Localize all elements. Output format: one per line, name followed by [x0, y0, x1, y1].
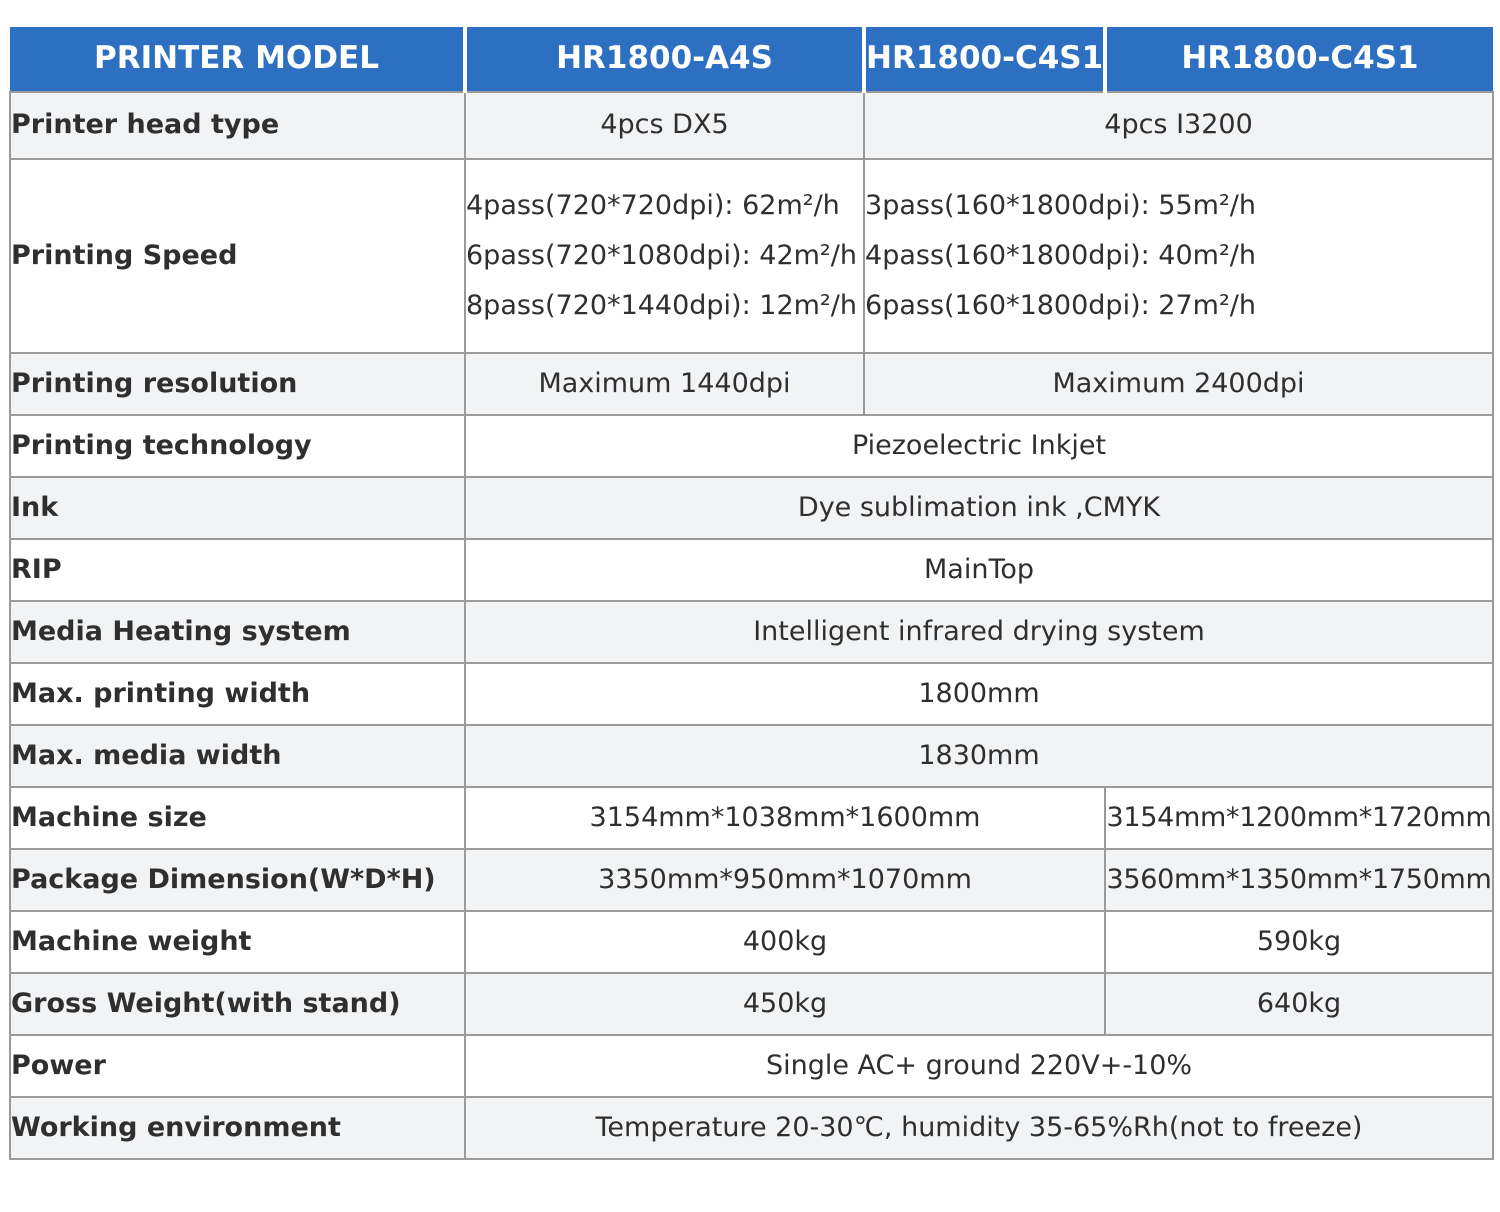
label-max-media-width: Max. media width: [10, 725, 465, 787]
value-rip: MainTop: [465, 539, 1493, 601]
row-head-type: [10, 92, 1493, 159]
row-power: [10, 1035, 1493, 1097]
value-speed-a4s: [465, 159, 864, 353]
label-gross-weight: Gross Weight(with stand): [10, 973, 465, 1035]
value-gross-weight-right: 640kg: [1105, 973, 1493, 1035]
label-rip: RIP: [10, 539, 465, 601]
label-technology: Printing technology: [10, 415, 465, 477]
header-printer-model: PRINTER MODEL: [10, 27, 465, 92]
value-technology: Piezoelectric Inkjet: [465, 415, 1493, 477]
row-working-environment: [10, 1097, 1493, 1159]
value-resolution-c4s1: Maximum 2400dpi: [864, 353, 1493, 415]
value-max-printing-width: 1800mm: [465, 663, 1493, 725]
value-package-right: 3560mm*1350mm*1750mm: [1105, 849, 1493, 911]
speed-line: 4pass(720*720dpi): 62m²/h: [466, 190, 840, 221]
label-package-dimension: Package Dimension(W*D*H): [10, 849, 465, 911]
row-machine-size: [10, 787, 1493, 849]
label-machine-size: Machine size: [10, 787, 465, 849]
label-ink: Ink: [10, 477, 465, 539]
value-max-media-width: 1830mm: [465, 725, 1493, 787]
speed-line: 8pass(720*1440dpi): 12m²/h: [466, 290, 857, 321]
label-max-printing-width: Max. printing width: [10, 663, 465, 725]
value-environment: Temperature 20-30℃, humidity 35-65%Rh(not to freeze): [465, 1097, 1493, 1159]
label-environment: Working environment: [10, 1097, 465, 1159]
header-row: [10, 27, 1493, 92]
value-power: Single AC+ ground 220V+-10%: [465, 1035, 1493, 1097]
value-package-left: 3350mm*950mm*1070mm: [465, 849, 1105, 911]
row-max-printing-width: [10, 663, 1493, 725]
value-heating: Intelligent infrared drying system: [465, 601, 1493, 663]
value-machine-size-left: 3154mm*1038mm*1600mm: [465, 787, 1105, 849]
row-printing-speed: [10, 159, 1493, 353]
value-head-type-c4s1: 4pcs I3200: [864, 92, 1493, 159]
header-model-a4s: HR1800-A4S: [465, 27, 864, 92]
speed-line: 4pass(160*1800dpi): 40m²/h: [865, 240, 1256, 271]
row-max-media-width: [10, 725, 1493, 787]
label-head-type: Printer head type: [10, 92, 465, 159]
speed-line: 6pass(720*1080dpi): 42m²/h: [466, 240, 857, 271]
row-rip: [10, 539, 1493, 601]
value-machine-size-right: 3154mm*1200mm*1720mm: [1105, 787, 1493, 849]
row-media-heating: [10, 601, 1493, 663]
label-power: Power: [10, 1035, 465, 1097]
label-resolution: Printing resolution: [10, 353, 465, 415]
label-printing-speed: Printing Speed: [10, 159, 465, 353]
value-gross-weight-left: 450kg: [465, 973, 1105, 1035]
row-printing-technology: [10, 415, 1493, 477]
label-heating: Media Heating system: [10, 601, 465, 663]
value-machine-weight-left: 400kg: [465, 911, 1105, 973]
value-speed-c4s1: [864, 159, 1493, 353]
header-model-c4s1-2: HR1800-C4S1: [1105, 27, 1493, 92]
row-ink: [10, 477, 1493, 539]
speed-line: 6pass(160*1800dpi): 27m²/h: [865, 290, 1256, 321]
value-ink: Dye sublimation ink ,CMYK: [465, 477, 1493, 539]
row-machine-weight: [10, 911, 1493, 973]
row-printing-resolution: [10, 353, 1493, 415]
header-model-c4s1-1: HR1800-C4S1: [864, 27, 1105, 92]
value-head-type-a4s: 4pcs DX5: [465, 92, 864, 159]
speed-line: 3pass(160*1800dpi): 55m²/h: [865, 190, 1256, 221]
value-machine-weight-right: 590kg: [1105, 911, 1493, 973]
row-package-dimension: [10, 849, 1493, 911]
row-gross-weight: [10, 973, 1493, 1035]
label-machine-weight: Machine weight: [10, 911, 465, 973]
value-resolution-a4s: Maximum 1440dpi: [465, 353, 864, 415]
spec-table: [9, 27, 1494, 1160]
